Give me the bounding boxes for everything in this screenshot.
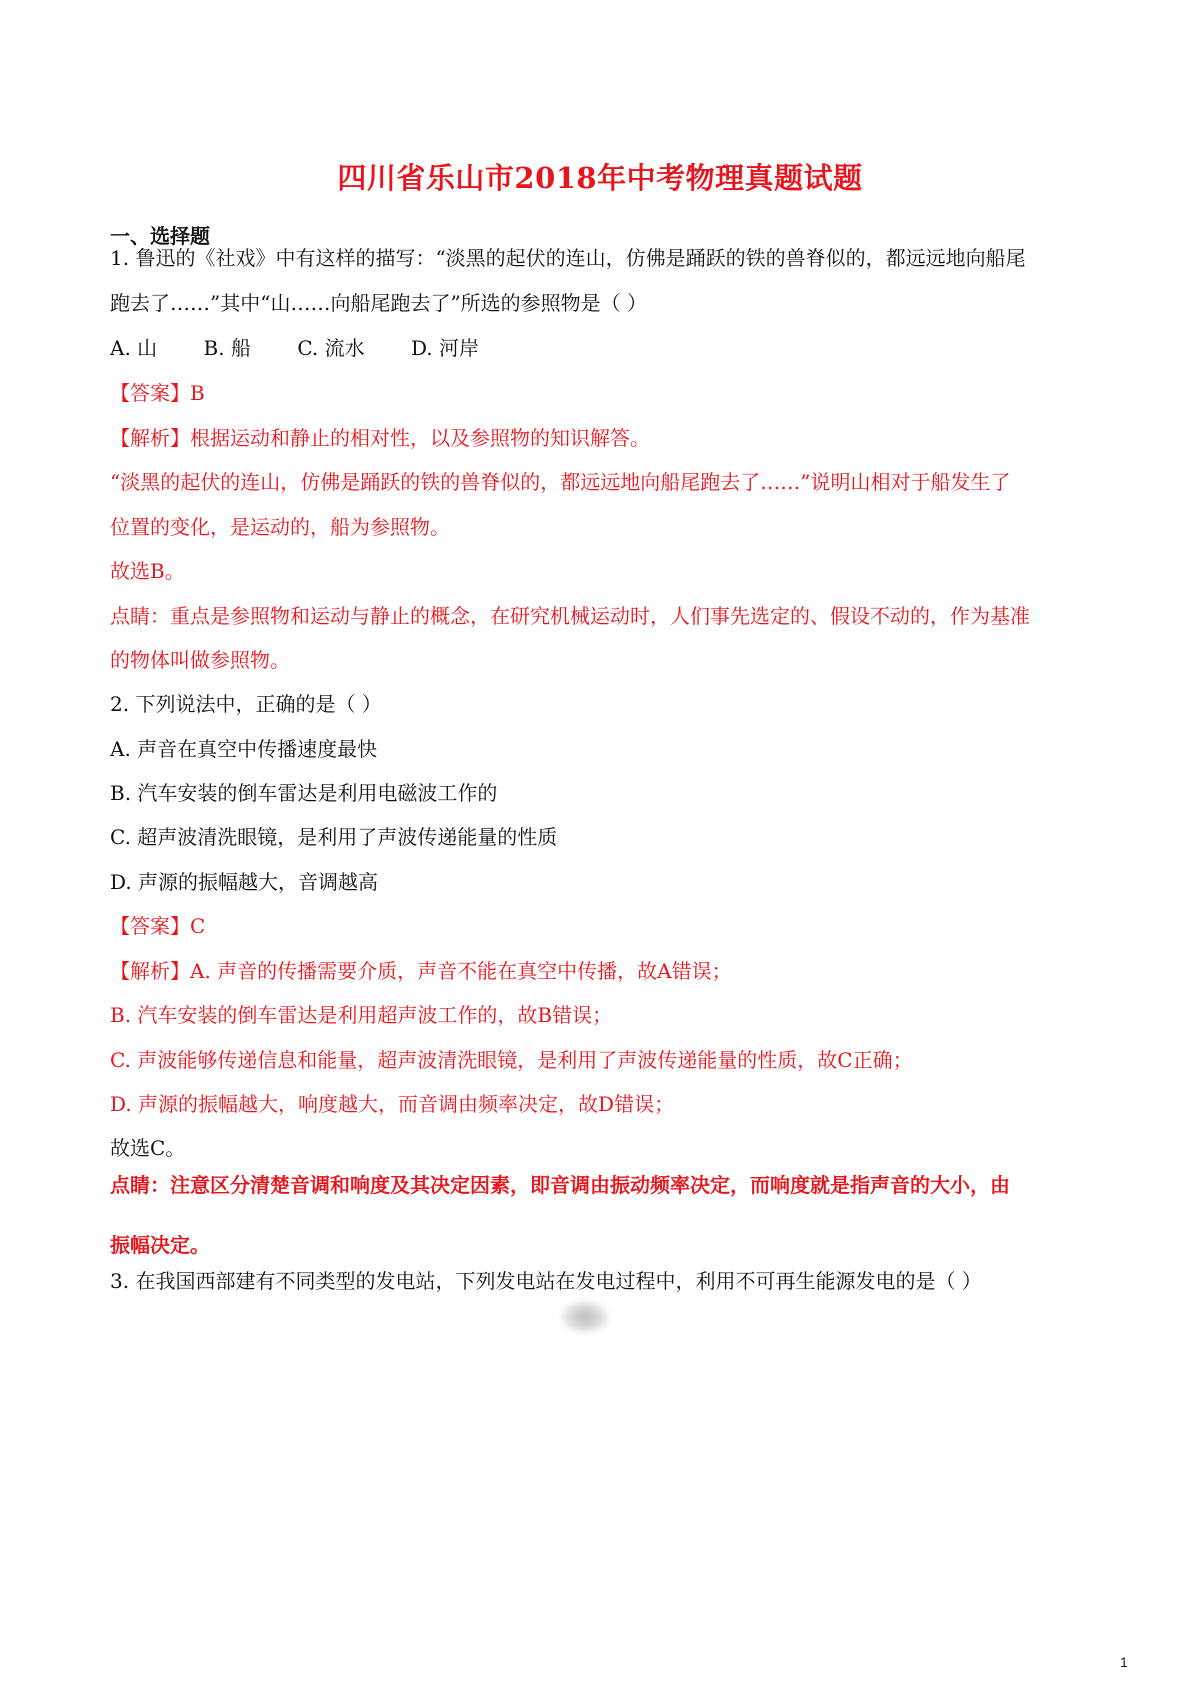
q2-stem: 2. 下列说法中，正确的是（ ） bbox=[110, 692, 382, 716]
q1-analysis-line1: 【解析】根据运动和静止的相对性，以及参照物的知识解答。 bbox=[110, 426, 650, 450]
q1-analysis-line3: 位置的变化，是运动的，船为参照物。 bbox=[110, 515, 450, 539]
q2-option-a: A. 声音在真空中传播速度最快 bbox=[110, 737, 378, 761]
image-artifact bbox=[560, 1300, 610, 1334]
q2-choice: 故选C。 bbox=[110, 1136, 186, 1160]
q2-option-d: D. 声源的振幅越大，音调越高 bbox=[110, 870, 379, 894]
q2-analysis-c: C. 声波能够传递信息和能量，超声波清洗眼镜，是利用了声波传递能量的性质，故C正确； bbox=[110, 1048, 913, 1072]
q1-choice: 故选B。 bbox=[110, 559, 185, 583]
q1-option-b: B. 船 bbox=[203, 336, 251, 360]
q2-option-c: C. 超声波清洗眼镜，是利用了声波传递能量的性质 bbox=[110, 825, 558, 849]
q1-option-d: D. 河岸 bbox=[410, 336, 480, 360]
q2-tip-line2: 振幅决定。 bbox=[110, 1233, 210, 1257]
q1-tip-line1: 点睛：重点是参照物和运动与静止的概念，在研究机械运动时，人们事先选定的、假设不动的，作为基准 bbox=[110, 604, 1030, 628]
q2-answer: 【答案】C bbox=[110, 914, 206, 938]
q2-tip-line1: 点睛：注意区分清楚音调和响度及其决定因素，即音调由振动频率决定，而响度就是指声音的大小，由 bbox=[110, 1173, 1010, 1197]
q1-option-c: C. 流水 bbox=[297, 336, 365, 360]
q1-stem-line1: 1. 鲁迅的《社戏》中有这样的描写：“淡黑的起伏的连山，仿佛是踊跃的铁的兽脊似的，都远远地向船尾 bbox=[110, 246, 1026, 270]
q1-options bbox=[110, 335, 519, 361]
q1-option-a: A. 山 bbox=[110, 336, 158, 360]
page-number: 1 bbox=[1120, 1654, 1128, 1670]
q1-answer: 【答案】B bbox=[110, 381, 205, 405]
q2-analysis-b: B. 汽车安装的倒车雷达是利用超声波工作的，故B错误； bbox=[110, 1003, 613, 1027]
page-title: 四川省乐山市2018年中考物理真题试题 bbox=[337, 161, 863, 195]
q1-tip-line2: 的物体叫做参照物。 bbox=[110, 648, 290, 672]
q1-stem-line2: 跑去了……”其中“山……向船尾跑去了”所选的参照物是（ ） bbox=[110, 291, 648, 315]
q2-option-b: B. 汽车安装的倒车雷达是利用电磁波工作的 bbox=[110, 781, 498, 805]
section-heading: 一、选择题 bbox=[110, 224, 210, 248]
q2-analysis-d: D. 声源的振幅越大，响度越大，而音调由频率决定，故D错误； bbox=[110, 1092, 675, 1116]
q2-analysis-a: 【解析】A. 声音的传播需要介质，声音不能在真空中传播，故A错误； bbox=[110, 959, 732, 983]
q3-stem: 3. 在我国西部建有不同类型的发电站，下列发电站在发电过程中，利用不可再生能源发电的是（ ） bbox=[110, 1269, 982, 1293]
q1-analysis-line2: “淡黑的起伏的连山，仿佛是踊跃的铁的兽脊似的，都远远地向船尾跑去了……”说明山相对于船发生了 bbox=[110, 470, 1011, 494]
